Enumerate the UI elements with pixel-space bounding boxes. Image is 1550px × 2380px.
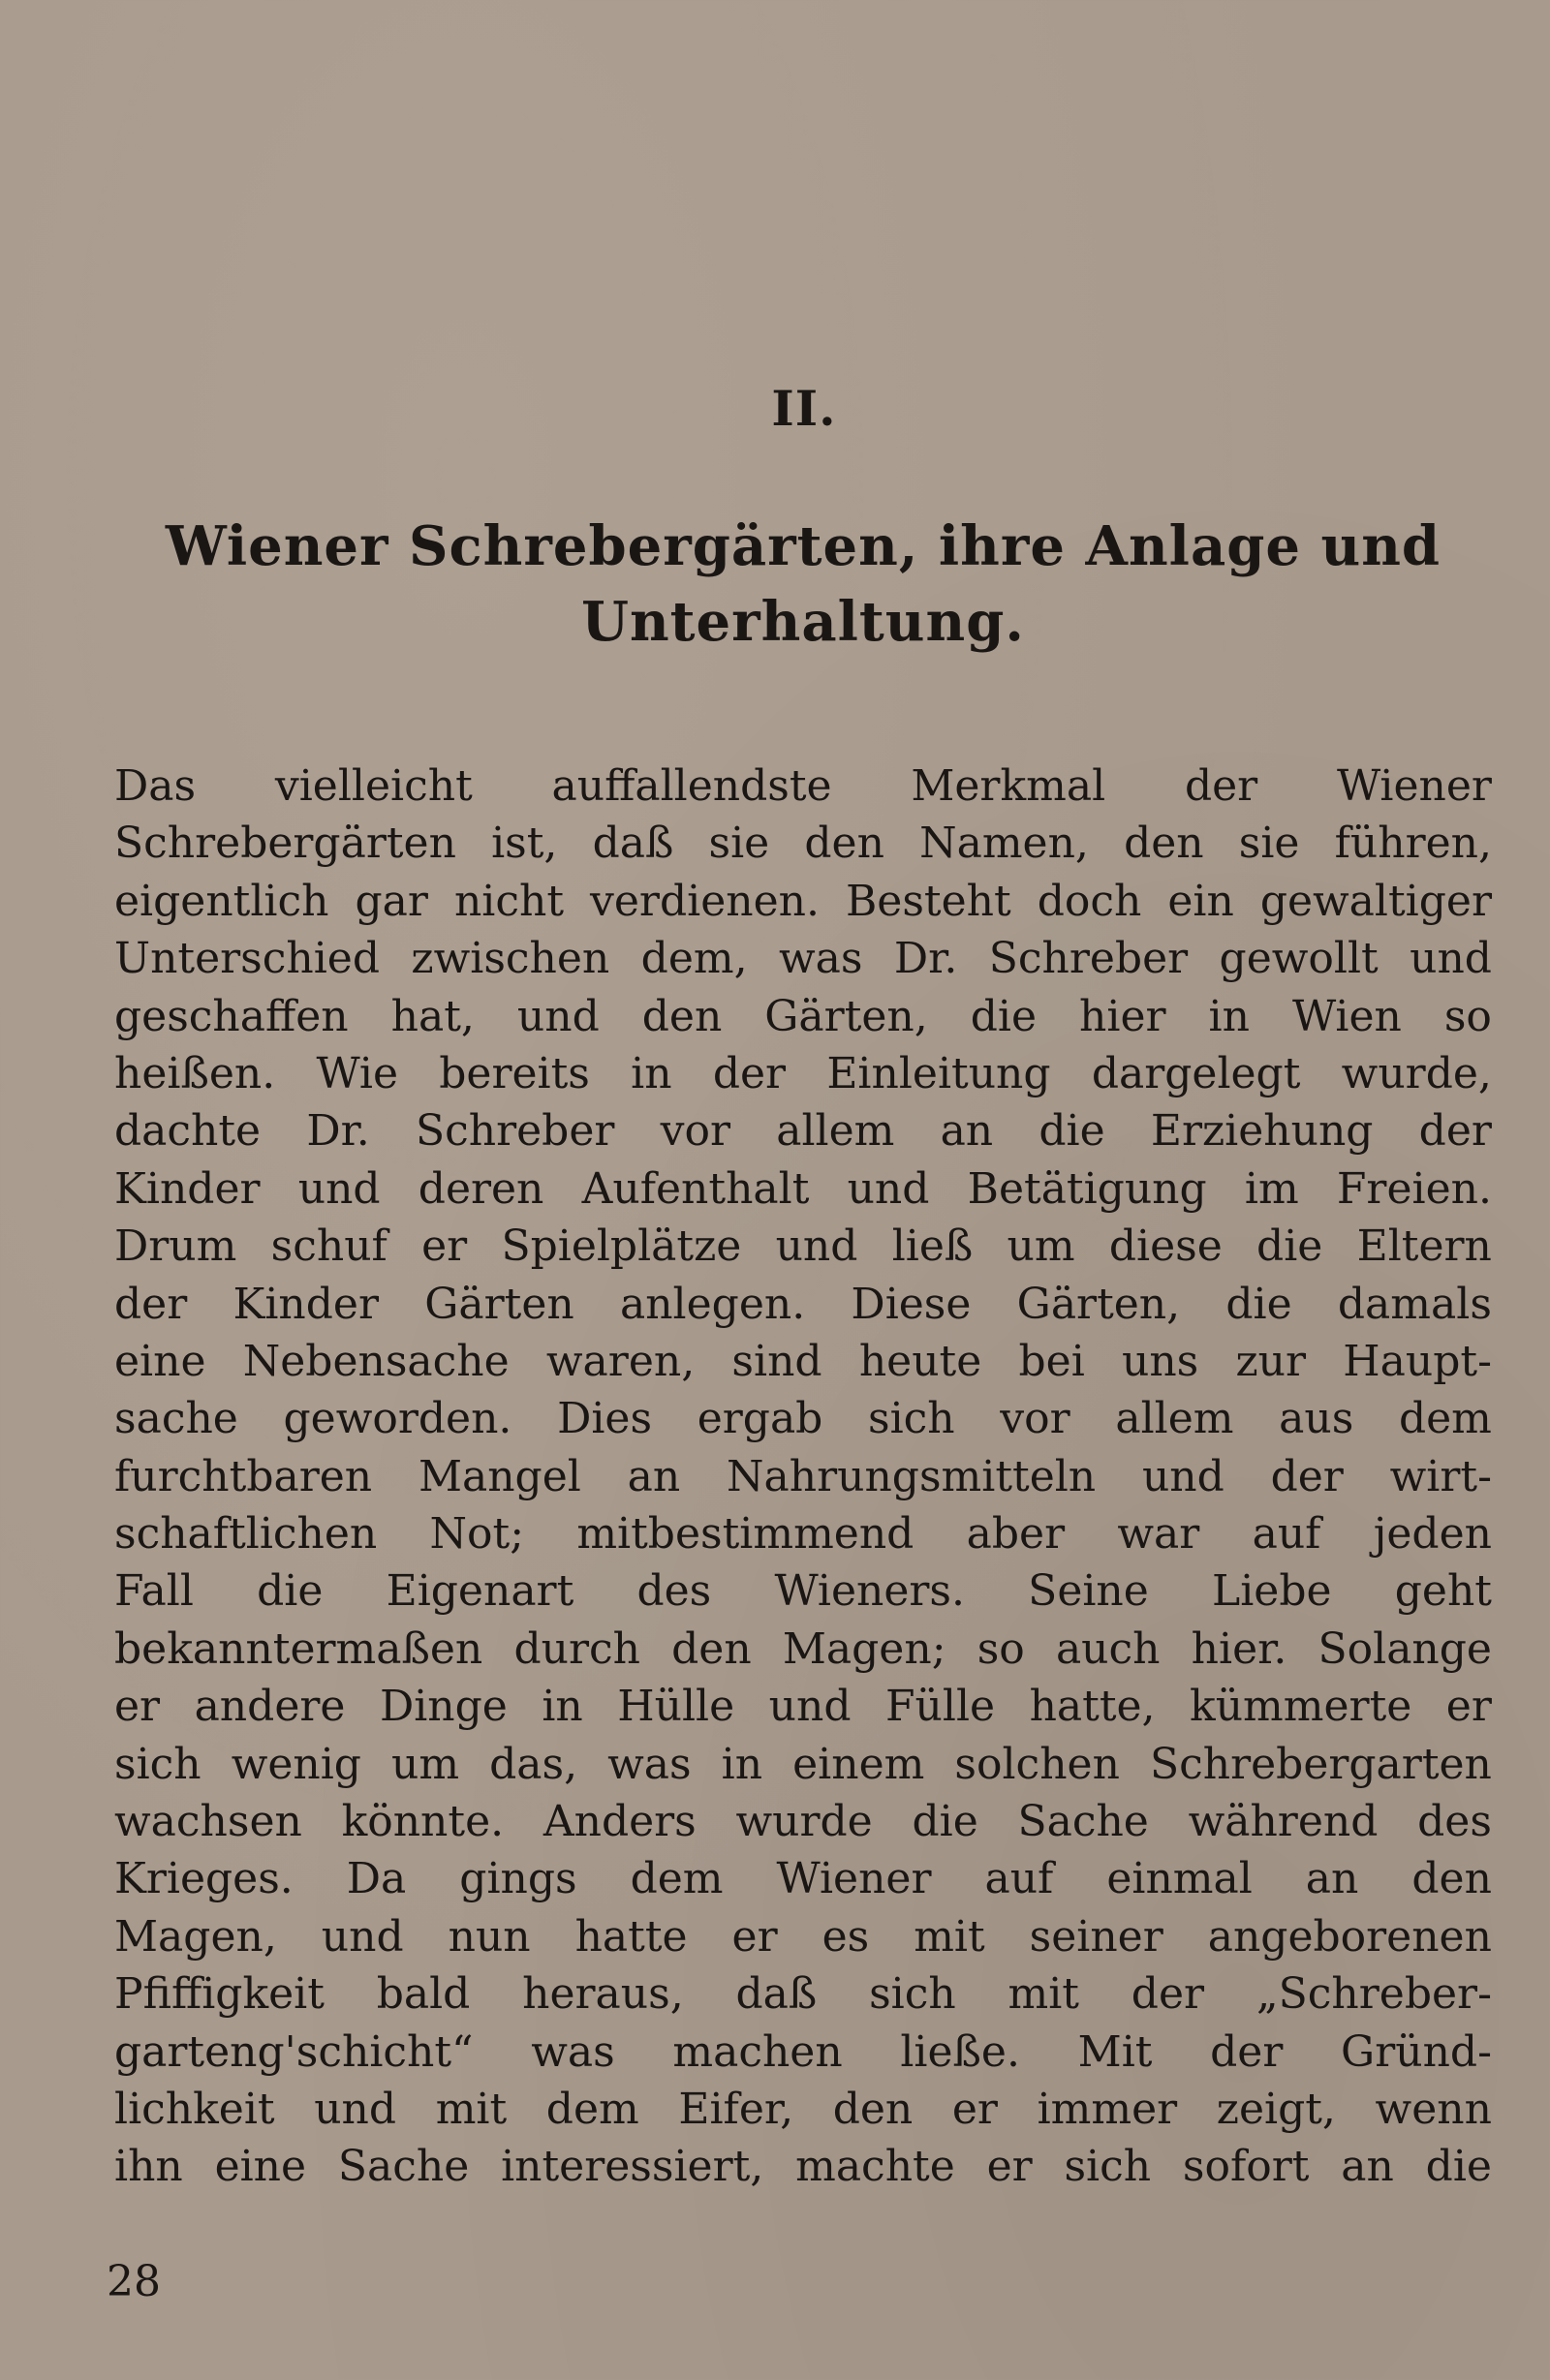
word: der: [712, 1048, 787, 1098]
text-line: [114, 1562, 1492, 1620]
word: der: [1210, 2026, 1284, 2077]
word: Eltern: [1356, 1221, 1492, 1272]
word: jeden: [1373, 1509, 1492, 1560]
word: Nebensache: [242, 1336, 510, 1386]
word: Gärten,: [1016, 1279, 1181, 1329]
word: Sache: [337, 2142, 470, 2192]
word: vor: [1000, 1394, 1070, 1444]
word: gewaltiger: [1259, 876, 1492, 926]
word: verdienen.: [590, 876, 820, 926]
word: bekanntermaßen: [114, 1623, 483, 1674]
word: um: [1007, 1221, 1075, 1272]
word: Mit: [1077, 2026, 1153, 2077]
word: nun: [448, 1911, 531, 1962]
word: Eigenart: [386, 1566, 574, 1617]
word: vielleicht: [274, 761, 473, 811]
word: schaftlichen: [114, 1509, 378, 1560]
word: dem,: [640, 934, 748, 984]
word: was: [531, 2026, 615, 2077]
text-line: [114, 1621, 1492, 1678]
word: Pfiffigkeit: [114, 1969, 325, 2020]
word: Kinder: [232, 1279, 380, 1329]
word: die: [1225, 1279, 1292, 1329]
text-line: [114, 930, 1492, 987]
text-line: [114, 2138, 1492, 2195]
word: war: [1117, 1509, 1200, 1560]
word: dem: [630, 1854, 724, 1904]
text-line: [114, 988, 1492, 1045]
word: mit: [914, 1911, 985, 1962]
word: machte: [795, 2142, 955, 2192]
word: garteng'schicht“: [114, 2026, 474, 2077]
word: Betätigung: [967, 1163, 1207, 1214]
word: dem: [545, 2084, 639, 2134]
word: Unterschied: [114, 934, 381, 984]
word: aber: [966, 1509, 1066, 1560]
word: einem: [792, 1739, 925, 1789]
word: kümmerte: [1190, 1682, 1412, 1732]
word: ihn: [114, 2142, 183, 2192]
word: er: [1445, 1682, 1492, 1732]
word: in: [721, 1739, 763, 1789]
word: auffallendste: [551, 761, 832, 811]
word: der: [1418, 1106, 1492, 1157]
text-line: [114, 1160, 1492, 1218]
word: Wien: [1291, 991, 1402, 1041]
word: mit: [1008, 1969, 1079, 2020]
word: Erziehung: [1150, 1106, 1374, 1157]
word: Anders: [542, 1797, 697, 1847]
text-line: [114, 2024, 1492, 2081]
word: Fall: [114, 1566, 194, 1617]
word: ließe.: [900, 2026, 1020, 2077]
chapter-number: II.: [771, 380, 837, 437]
word: sie: [1238, 819, 1300, 869]
word: sind: [731, 1336, 822, 1386]
word: geht: [1394, 1566, 1492, 1617]
word: Seine: [1028, 1566, 1149, 1617]
word: was: [607, 1739, 692, 1789]
word: Schreber: [988, 934, 1189, 984]
word: er: [114, 1682, 161, 1732]
word: Fülle: [885, 1682, 996, 1732]
word: er: [986, 2142, 1033, 2192]
word: dem: [1398, 1394, 1492, 1444]
word: einmal: [1106, 1854, 1253, 1904]
word: nicht: [453, 876, 565, 926]
text-line: [114, 1908, 1492, 1965]
word: heraus,: [522, 1969, 684, 2020]
body-paragraph: [114, 757, 1492, 2196]
word: Gründ-: [1341, 2026, 1492, 2077]
word: allem: [776, 1106, 895, 1157]
word: eigentlich: [114, 876, 329, 926]
word: Dinge: [379, 1682, 508, 1732]
word: hier: [1079, 991, 1166, 1041]
text-line: [114, 1850, 1492, 1907]
word: Namen,: [919, 819, 1089, 869]
word: gar: [355, 876, 428, 926]
word: an: [1305, 1854, 1359, 1904]
page-number: 28: [107, 2257, 161, 2306]
word: Eifer,: [678, 2084, 794, 2134]
word: deren: [418, 1163, 544, 1214]
word: sich: [868, 1394, 955, 1444]
word: ist,: [491, 819, 558, 869]
word: auf: [984, 1854, 1054, 1904]
word: Wiener: [1336, 761, 1492, 811]
word: uns: [1122, 1336, 1199, 1386]
word: und: [516, 991, 600, 1041]
word: so: [976, 1623, 1025, 1674]
word: zur: [1235, 1336, 1307, 1386]
text-line: [114, 1793, 1492, 1850]
word: Schrebergärten: [114, 819, 456, 869]
word: Freien.: [1336, 1163, 1492, 1214]
word: und: [1141, 1451, 1224, 1501]
word: Dr.: [306, 1106, 370, 1157]
word: so: [1443, 991, 1492, 1041]
word: geschaffen: [114, 991, 349, 1041]
word: den: [832, 2084, 914, 2134]
word: eine: [214, 2142, 307, 2192]
word: Gärten,: [764, 991, 928, 1041]
word: und: [314, 2084, 397, 2134]
word: und: [775, 1221, 858, 1272]
word: die: [970, 991, 1038, 1041]
word: was: [778, 934, 863, 984]
word: dargelegt: [1091, 1048, 1301, 1098]
word: doch: [1037, 876, 1142, 926]
text-line: [114, 1736, 1492, 1793]
word: den: [1411, 1854, 1492, 1904]
text-line: [114, 1965, 1492, 2023]
word: die: [1425, 2142, 1492, 2192]
word: hatte: [574, 1911, 688, 1962]
word: sofort: [1182, 2142, 1310, 2192]
word: daß: [592, 819, 674, 869]
word: die: [257, 1566, 324, 1617]
word: sie: [708, 819, 770, 869]
word: Einleitung: [826, 1048, 1051, 1098]
word: andere: [194, 1682, 346, 1732]
word: Dies: [557, 1394, 653, 1444]
word: wurde: [735, 1797, 873, 1847]
word: aus: [1279, 1394, 1354, 1444]
word: an: [940, 1106, 994, 1157]
word: Das: [114, 761, 197, 811]
word: machen: [672, 2026, 843, 2077]
word: es: [822, 1911, 870, 1962]
word: heißen.: [114, 1048, 276, 1098]
word: wurde,: [1341, 1048, 1492, 1098]
word: wachsen: [114, 1797, 302, 1847]
word: interessiert,: [501, 2142, 764, 2192]
word: heute: [858, 1336, 982, 1386]
text-line: [114, 815, 1492, 872]
word: in: [631, 1048, 672, 1098]
word: Drum: [114, 1221, 237, 1272]
text-line: [114, 1102, 1492, 1159]
word: er: [421, 1221, 468, 1272]
word: „Schreber-: [1256, 1969, 1492, 2020]
word: die: [1256, 1221, 1323, 1272]
word: waren,: [545, 1336, 696, 1386]
word: dachte: [114, 1106, 262, 1157]
word: wenig: [231, 1739, 361, 1789]
word: Schreber: [415, 1106, 615, 1157]
word: auf: [1252, 1509, 1321, 1560]
word: wenn: [1375, 2084, 1492, 2134]
word: sache: [114, 1394, 238, 1444]
word: Da: [346, 1854, 407, 1904]
word: zeigt,: [1216, 2084, 1336, 2134]
text-line: [114, 873, 1492, 930]
word: in: [542, 1682, 583, 1732]
word: der: [1131, 1969, 1205, 2020]
word: furchtbaren: [114, 1451, 373, 1501]
word: des: [636, 1566, 712, 1617]
word: eine: [114, 1336, 206, 1386]
word: zwischen: [411, 934, 610, 984]
word: sich: [1064, 2142, 1152, 2192]
word: den: [641, 991, 723, 1041]
text-line: [114, 2081, 1492, 2138]
word: der: [114, 1279, 188, 1329]
word: gewollt: [1219, 934, 1379, 984]
word: der: [1184, 761, 1258, 811]
word: die: [1038, 1106, 1105, 1157]
text-line: [114, 1448, 1492, 1505]
word: Wiener: [776, 1854, 932, 1904]
text-line: [114, 1678, 1492, 1735]
word: hat,: [390, 991, 475, 1041]
text-line: [114, 1505, 1492, 1562]
word: Schrebergarten: [1149, 1739, 1492, 1789]
text-line: [114, 1276, 1492, 1333]
word: Liebe: [1212, 1566, 1332, 1617]
word: an: [1341, 2142, 1394, 2192]
word: ein: [1167, 876, 1234, 926]
word: den: [804, 819, 884, 869]
word: hatte,: [1029, 1682, 1156, 1732]
word: er: [951, 2084, 998, 2134]
word: der: [1270, 1451, 1344, 1501]
word: den: [671, 1623, 752, 1674]
word: hier.: [1191, 1623, 1287, 1674]
word: mit: [435, 2084, 508, 2134]
word: wirt-: [1389, 1451, 1492, 1501]
word: sich: [114, 1739, 202, 1789]
word: die: [912, 1797, 978, 1847]
word: Gärten: [424, 1279, 574, 1329]
word: des: [1417, 1797, 1492, 1847]
word: angeborenen: [1207, 1911, 1492, 1962]
word: Not;: [429, 1509, 525, 1560]
word: Krieges.: [114, 1854, 294, 1904]
word: und: [768, 1682, 852, 1732]
word: durch: [513, 1623, 640, 1674]
word: bereits: [439, 1048, 590, 1098]
word: diese: [1108, 1221, 1223, 1272]
word: Mangel: [418, 1451, 581, 1501]
word: anlegen.: [619, 1279, 806, 1329]
word: im: [1244, 1163, 1299, 1214]
word: Besteht: [845, 876, 1011, 926]
word: vor: [660, 1106, 731, 1157]
word: an: [627, 1451, 681, 1501]
word: um: [391, 1739, 460, 1789]
word: Aufenthalt: [581, 1163, 810, 1214]
word: sich: [869, 1969, 956, 2020]
word: Magen;: [782, 1623, 946, 1674]
word: ließ: [891, 1221, 974, 1272]
word: geworden.: [283, 1394, 512, 1444]
text-line: [114, 1218, 1492, 1275]
word: Solange: [1318, 1623, 1492, 1674]
word: Wieners.: [774, 1566, 965, 1617]
word: immer: [1037, 2084, 1178, 2134]
word: solchen: [954, 1739, 1120, 1789]
word: allem: [1115, 1394, 1234, 1444]
word: das,: [489, 1739, 578, 1789]
word: Hülle: [617, 1682, 735, 1732]
word: Dr.: [893, 934, 958, 984]
word: daß: [735, 1969, 818, 2020]
word: Wie: [316, 1048, 399, 1098]
text-line: [114, 757, 1492, 815]
word: gings: [459, 1854, 577, 1904]
word: führen,: [1334, 819, 1492, 869]
word: Nahrungsmitteln: [727, 1451, 1097, 1501]
word: auch: [1055, 1623, 1161, 1674]
word: könnte.: [341, 1797, 505, 1847]
word: den: [1124, 819, 1204, 869]
word: Spielplätze: [501, 1221, 742, 1272]
word: in: [1208, 991, 1250, 1041]
word: Kinder: [114, 1163, 261, 1214]
word: bei: [1018, 1336, 1085, 1386]
word: seiner: [1029, 1911, 1163, 1962]
word: Haupt-: [1343, 1336, 1492, 1386]
word: lichkeit: [114, 2084, 275, 2134]
word: während: [1188, 1797, 1379, 1847]
word: damals: [1337, 1279, 1492, 1329]
word: Sache: [1017, 1797, 1149, 1847]
word: ergab: [697, 1394, 823, 1444]
word: Magen,: [114, 1911, 277, 1962]
text-line: [114, 1045, 1492, 1102]
word: bald: [376, 1969, 471, 2020]
text-line: [114, 1390, 1492, 1447]
word: und: [297, 1163, 381, 1214]
word: schuf: [270, 1221, 388, 1272]
word: Diese: [851, 1279, 972, 1329]
text-line: [114, 1333, 1492, 1390]
word: und: [847, 1163, 930, 1214]
word: mitbestimmend: [576, 1509, 914, 1560]
word: Merkmal: [911, 761, 1106, 811]
word: er: [731, 1911, 778, 1962]
word: und: [1410, 934, 1492, 984]
chapter-title: Wiener Schrebergärten, ihre Anlage und Unterhaltung.: [165, 514, 1442, 654]
word: und: [321, 1911, 404, 1962]
